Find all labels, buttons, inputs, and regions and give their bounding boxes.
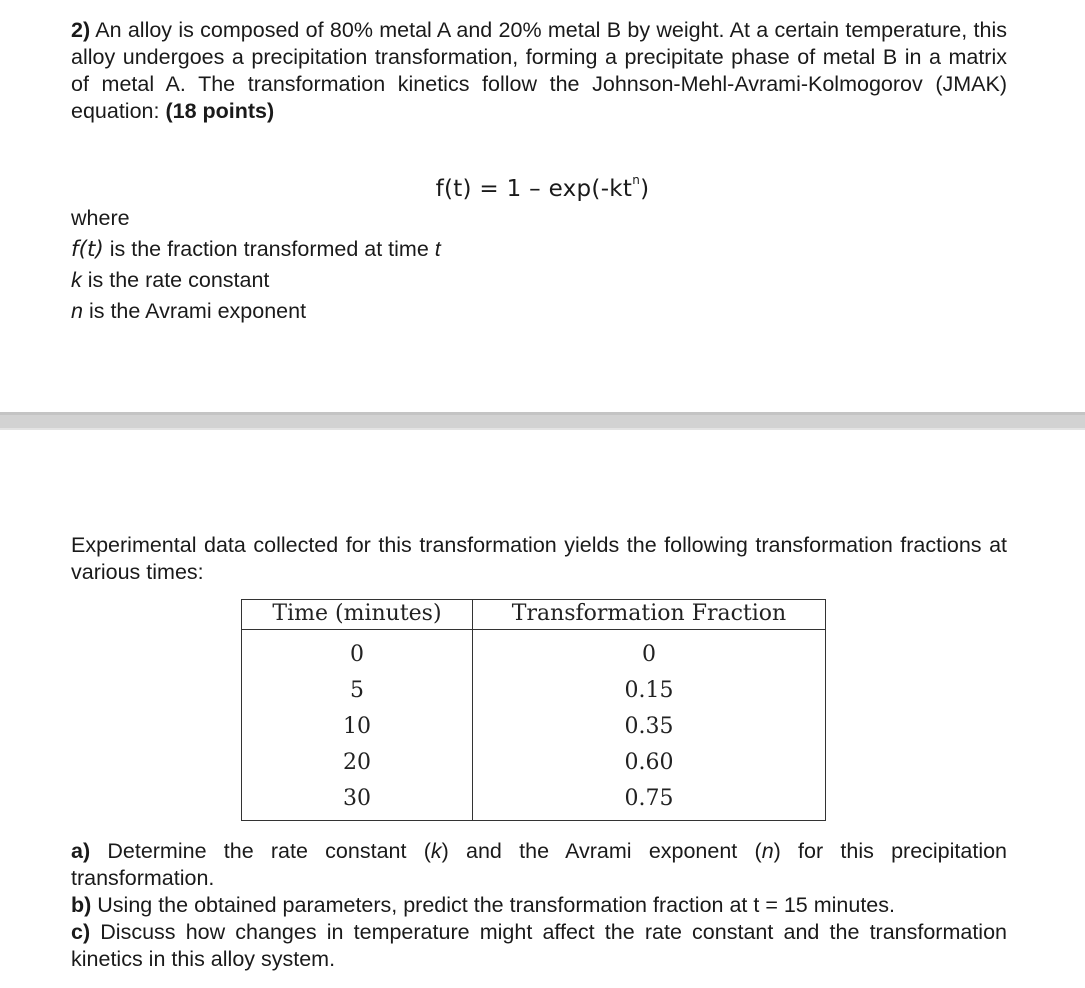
symbol-t: t: [434, 236, 441, 261]
table-header-row: [242, 600, 826, 630]
table-row: [242, 630, 826, 673]
definition-f: [71, 234, 441, 266]
question-a-text-1: Determine the rate constant (: [90, 839, 431, 863]
page-2: [0, 430, 1085, 988]
question-a-n: n: [761, 839, 774, 863]
header-fraction: Transformation Fraction: [473, 600, 826, 630]
definition-n-text: is the Avrami exponent: [82, 298, 307, 323]
cell-time: 5: [242, 672, 473, 708]
question-c-label: c): [71, 920, 91, 944]
cell-fraction: 0.60: [624, 749, 674, 775]
problem-points: (18 points): [165, 99, 275, 123]
table-row: [242, 744, 826, 780]
definitions: [71, 203, 441, 326]
cell-time: 10: [242, 708, 473, 744]
equation-exponent: n: [632, 173, 641, 188]
data-table: [241, 599, 826, 821]
definition-n: [71, 296, 441, 327]
page-separator: [0, 412, 1085, 430]
cell-time: 20: [242, 744, 473, 780]
table-row: [242, 672, 826, 708]
question-b-text: Using the obtained parameters, predict the transformation fraction at t = 15 minutes.: [91, 893, 895, 917]
cell-fraction: 0: [642, 641, 656, 667]
definition-k: [71, 265, 441, 296]
jmak-equation: [0, 173, 1085, 202]
equation-main: f(t) = 1 – exp(-kt: [435, 176, 633, 202]
cell-time: 30: [242, 780, 473, 821]
symbol-n: n: [71, 298, 83, 323]
table-row: [242, 708, 826, 744]
symbol-k: k: [71, 268, 82, 292]
experimental-intro: Experimental data collected for this transformation yields the following transformation fractions at various times:: [71, 533, 1007, 584]
table-row: [242, 780, 826, 821]
question-b-label: b): [71, 893, 92, 917]
question-c: [71, 919, 1007, 973]
cell-fraction: 0.35: [624, 713, 674, 739]
problem-number: 2): [71, 18, 91, 42]
cell-time: 0: [242, 630, 473, 673]
header-time: Time (minutes): [242, 600, 473, 630]
page-1: [0, 0, 1085, 412]
question-c-text: Discuss how changes in temperature might affect the rate constant and the transformation kinetics in this alloy system.: [71, 920, 1007, 971]
equation-close: ): [640, 176, 650, 202]
question-a-k: k: [430, 839, 442, 863]
question-a-label: a): [71, 839, 91, 863]
cell-fraction: 0.75: [624, 785, 674, 811]
definition-k-text: is the rate constant: [81, 268, 270, 292]
problem-statement: [71, 17, 1007, 125]
question-a-text-3: ) for this precipitation transformation.: [71, 839, 1008, 890]
question-b: [71, 892, 1007, 919]
problem-intro: An alloy is composed of 80% metal A and 20% metal B by weight. At a certain temperature, this alloy undergoes a precipitation transformation, forming a precipitate phase of metal B in a matrix of metal A. The transformation kinetics follow the Johnson-Mehl-Avrami-Kolmogorov (JMAK) equation:: [71, 18, 1007, 123]
where-label: where: [71, 206, 130, 230]
question-a: [71, 838, 1007, 892]
cell-fraction: 0.15: [624, 677, 674, 703]
question-a-text-2: ) and the Avrami exponent (: [441, 839, 762, 863]
definition-f-text: is the fraction transformed at time: [103, 236, 435, 261]
symbol-f: f(t): [71, 236, 104, 262]
